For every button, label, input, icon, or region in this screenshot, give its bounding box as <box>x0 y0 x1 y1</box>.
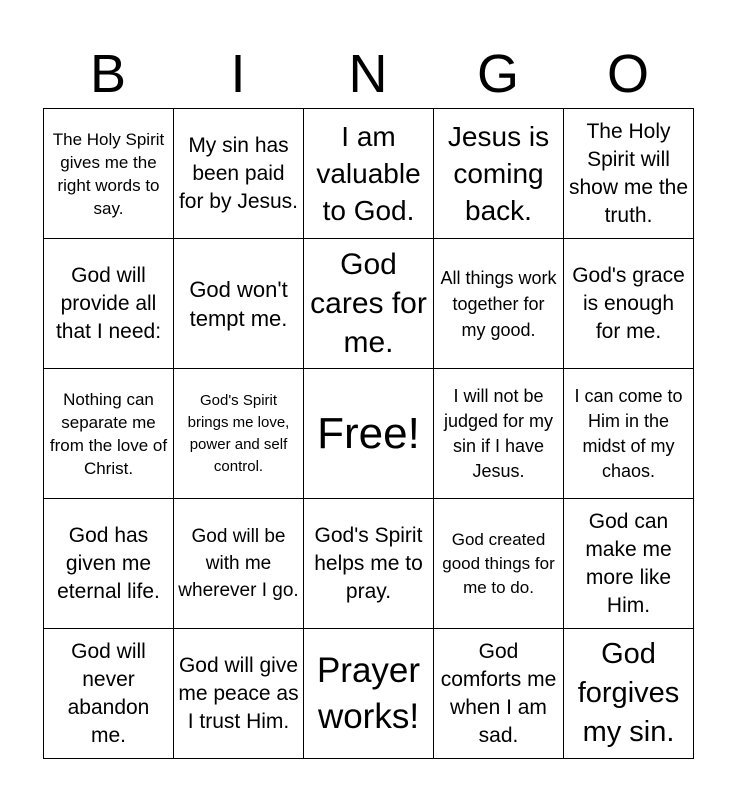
grid-row <box>44 369 694 499</box>
cell-text: I can come to Him in the midst of my chaos. <box>574 385 683 481</box>
grid-row <box>44 109 694 239</box>
cell-text: I will not be judged for my sin if I have Jesus. <box>443 385 554 481</box>
bingo-cell[interactable] <box>304 499 434 629</box>
cell-text: Prayer works! <box>316 650 421 736</box>
cell-text: All things work together for my good. <box>440 267 557 340</box>
bingo-cell[interactable] <box>304 109 434 239</box>
cell-text: God's grace is enough for me. <box>572 263 685 343</box>
bingo-cell[interactable] <box>564 629 694 759</box>
bingo-cell[interactable] <box>564 369 694 499</box>
grid-row <box>44 629 694 759</box>
bingo-cell[interactable] <box>174 629 304 759</box>
bingo-cell[interactable] <box>174 239 304 369</box>
bingo-cell[interactable] <box>564 239 694 369</box>
bingo-cell[interactable] <box>174 109 304 239</box>
bingo-cell[interactable] <box>44 499 174 629</box>
bingo-cell[interactable] <box>44 109 174 239</box>
cell-text: God cares for me. <box>310 248 427 359</box>
bingo-cell[interactable] <box>174 369 304 499</box>
cell-text: Nothing can separate me from the love of Christ. <box>49 389 168 478</box>
cell-text: The Holy Spirit will show me the truth. <box>568 119 689 227</box>
cell-text: God won't tempt me. <box>189 276 288 331</box>
grid-row <box>44 499 694 629</box>
bingo-cell[interactable] <box>304 239 434 369</box>
bingo-cell[interactable] <box>434 629 564 759</box>
cell-text: God will never abandon me. <box>67 639 150 747</box>
header-letter-i: I <box>230 44 246 104</box>
cell-text: God has given me eternal life. <box>57 523 160 603</box>
cell-text: Jesus is coming back. <box>447 121 550 226</box>
bingo-grid <box>43 108 694 759</box>
bingo-cell[interactable] <box>434 369 564 499</box>
cell-text: God comforts me when I am sad. <box>440 639 557 747</box>
bingo-header <box>43 40 693 108</box>
cell-text: The Holy Spirit gives me the right words to say. <box>52 129 165 218</box>
bingo-cell[interactable] <box>44 629 174 759</box>
bingo-cell[interactable] <box>434 499 564 629</box>
bingo-cell[interactable] <box>434 239 564 369</box>
bingo-cell[interactable] <box>44 369 174 499</box>
cell-text: I am valuable to God. <box>316 121 421 226</box>
bingo-cell[interactable] <box>564 499 694 629</box>
header-letter-b: B <box>89 44 127 104</box>
bingo-cell[interactable] <box>304 629 434 759</box>
bingo-cell-free[interactable] <box>304 369 434 499</box>
header-letter-g: G <box>476 44 519 104</box>
bingo-cell[interactable] <box>564 109 694 239</box>
header-letter-n: N <box>348 44 388 104</box>
cell-text: God's Spirit helps me to pray. <box>314 523 423 603</box>
free-space-text: Free! <box>317 408 420 458</box>
bingo-cell[interactable] <box>434 109 564 239</box>
cell-text: God will be with me wherever I go. <box>178 526 299 601</box>
cell-text: God created good things for me to do. <box>442 529 555 597</box>
cell-text: God forgives my sin. <box>577 638 680 748</box>
cell-text: God will give me peace as I trust Him. <box>178 653 299 733</box>
cell-text: God will provide all that I need: <box>55 263 162 343</box>
grid-row <box>44 239 694 369</box>
cell-text: My sin has been paid for by Jesus. <box>178 133 299 213</box>
bingo-cell[interactable] <box>174 499 304 629</box>
bingo-cell[interactable] <box>44 239 174 369</box>
cell-text: God's Spirit brings me love, power and self control. <box>187 391 290 475</box>
header-letter-o: O <box>606 44 649 104</box>
cell-text: God can make me more like Him. <box>585 509 672 617</box>
